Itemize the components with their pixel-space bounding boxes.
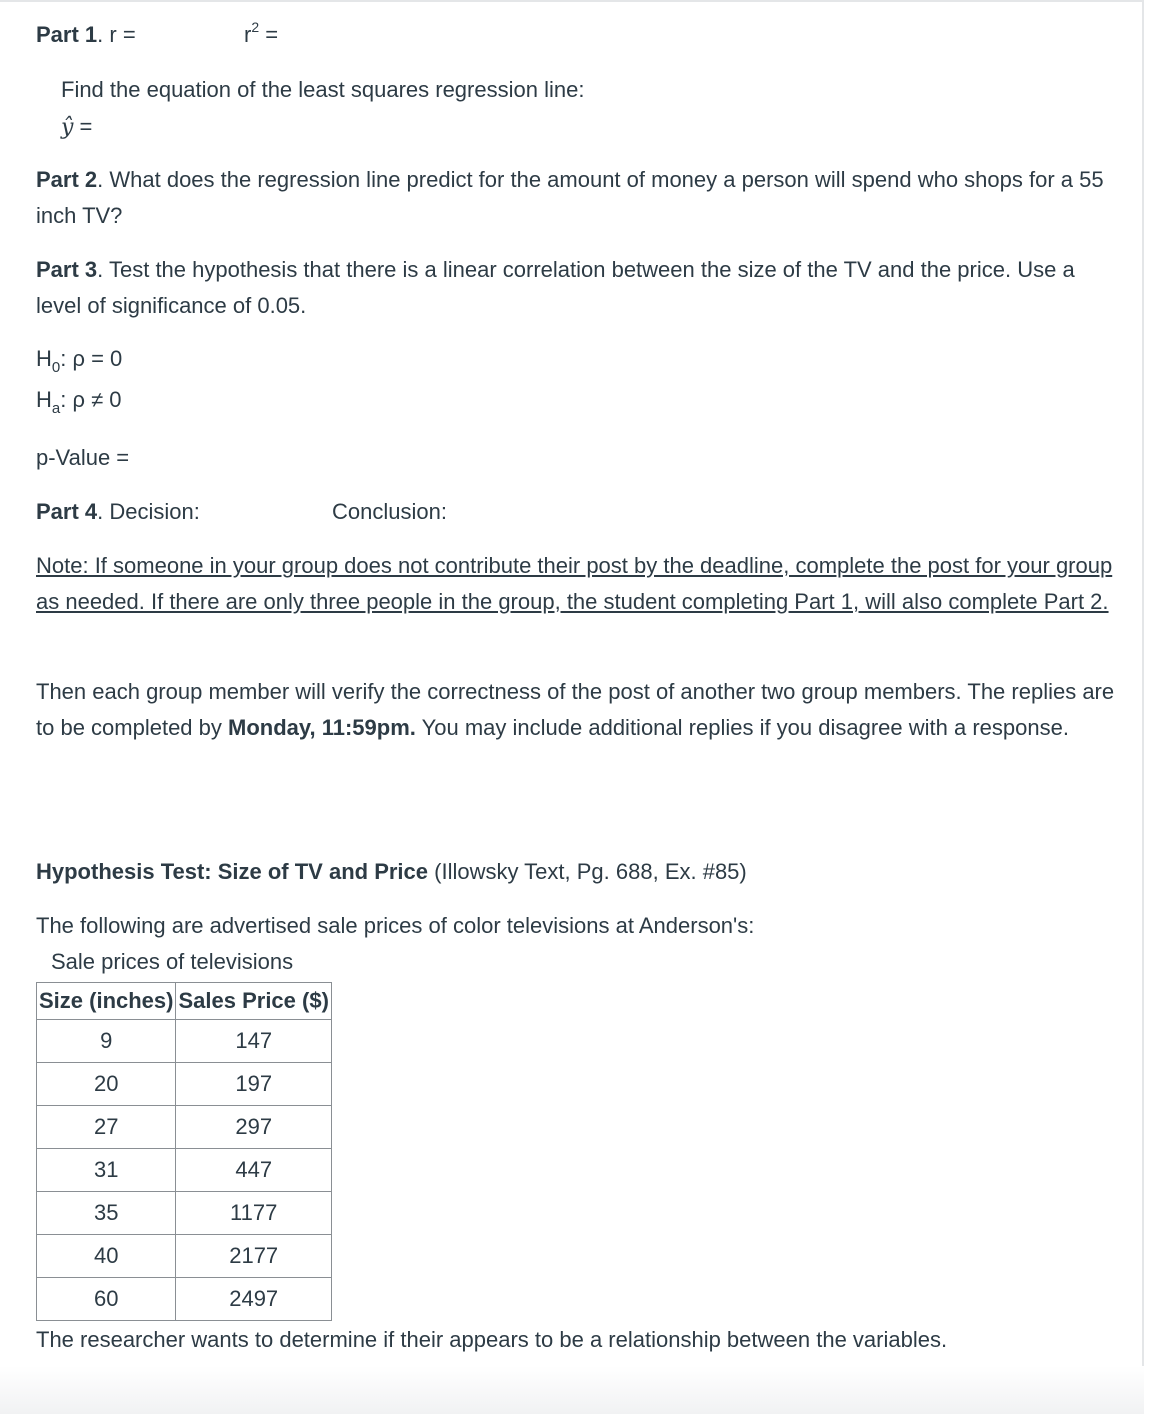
table-caption: Sale prices of televisions (51, 949, 294, 974)
note-paragraph: Note: If someone in your group does not contribute their post by the deadline, complete the post for your group as needed. If there are only three people in the group, the student completing Part 1, will also complete Part 2. (36, 553, 1113, 614)
price-cell: 147 (176, 1020, 331, 1063)
price-cell: 297 (176, 1106, 331, 1149)
table-row (37, 1020, 332, 1063)
yhat-line: ŷ = (61, 114, 93, 140)
table-row (37, 1149, 332, 1192)
table-row (37, 1278, 332, 1321)
decision-label: . Decision: (97, 499, 200, 524)
size-cell: 31 (37, 1149, 176, 1192)
hypothesis-title-line (36, 854, 747, 890)
size-cell: 60 (37, 1278, 176, 1321)
hypothesis-title: Hypothesis Test: Size of TV and Price (36, 859, 429, 884)
header-price: Sales Price ($) (176, 983, 331, 1020)
size-cell: 20 (37, 1063, 176, 1106)
deadline: Monday, 11:59pm. (228, 715, 416, 740)
r2-label: $r^2$ = (244, 19, 279, 47)
part1-label: Part 1 (36, 22, 98, 47)
table-row (37, 1106, 332, 1149)
bottom-fade (0, 1366, 1144, 1414)
part1-line (36, 17, 136, 53)
part2-paragraph: Part 2. What does the regression line predict for the amount of money a person will spend who shops for a 55 inch TV? (36, 167, 1104, 228)
source-citation: (Illowsky Text, Pg. 688, Ex. #85) (428, 859, 747, 884)
conclusion-label: Conclusion: (332, 499, 447, 524)
null-hypothesis: $H_0$: ρ = 0 (36, 346, 123, 376)
price-cell: 447 (176, 1149, 331, 1192)
table-header-row (37, 983, 332, 1020)
price-cell: 2177 (176, 1235, 331, 1278)
size-cell: 27 (37, 1106, 176, 1149)
alt-hypothesis: $H_a$: ρ ≠ 0 (36, 387, 122, 417)
size-cell: 35 (37, 1192, 176, 1235)
header-size: Size (inches) (37, 983, 176, 1020)
intro-text: The following are advertised sale prices of color televisions at Anderson's: (36, 913, 755, 938)
footer-text: The researcher wants to determine if their appears to be a relationship between the variables. (36, 1327, 948, 1352)
size-cell: 40 (37, 1235, 176, 1278)
price-cell: 2497 (176, 1278, 331, 1321)
replies-paragraph: Then each group member will verify the correctness of the post of another two group members. The replies are to be completed by Monday, 11:59pm. You may include additional replies if you disagree with a response. (36, 679, 1115, 740)
r-label: . r = (97, 22, 136, 47)
price-cell: 197 (176, 1063, 331, 1106)
p-value-label: p-Value = (36, 445, 130, 470)
equation-prompt: Find the equation of the least squares regression line: (61, 77, 585, 102)
part3-label: Part 3 (36, 257, 98, 282)
table-row (37, 1192, 332, 1235)
part4-label: Part 4 (36, 499, 98, 524)
part2-label: Part 2 (36, 167, 98, 192)
table-row (37, 1063, 332, 1106)
size-cell: 9 (37, 1020, 176, 1063)
part3-paragraph: Part 3. Test the hypothesis that there is a linear correlation between the size of the TV and the price. Use a level of significance of 0.05. (36, 257, 1075, 318)
price-cell: 1177 (176, 1192, 331, 1235)
tv-price-table (36, 982, 332, 1321)
part4-line (36, 494, 200, 530)
yhat-symbol: ŷ (61, 115, 74, 140)
table-row (37, 1235, 332, 1278)
